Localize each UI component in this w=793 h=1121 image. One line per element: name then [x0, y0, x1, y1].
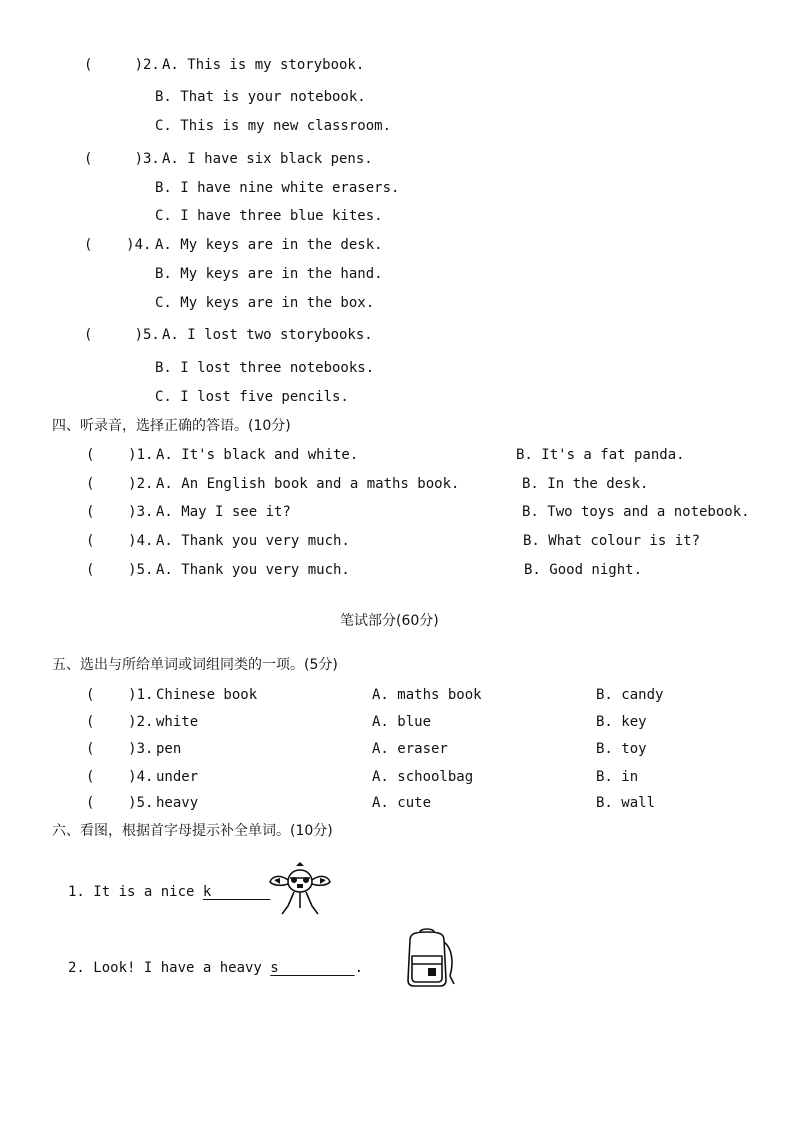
section-4-title: 四、听录音，选择正确的答语。(10分) [52, 418, 291, 434]
question-number: ( )3. [84, 151, 160, 167]
option-a: A. An English book and a maths book. [156, 476, 460, 492]
question-number: ( )4. [86, 769, 154, 785]
question-number: ( )2. [84, 57, 160, 73]
question-number: ( )2. [86, 714, 154, 730]
option-c: C. I have three blue kites. [155, 208, 383, 224]
option-b: B. I lost three notebooks. [155, 360, 375, 376]
option-b: B. It's a fat panda. [516, 447, 685, 463]
option-b: B. candy [596, 687, 664, 703]
question-number: ( )5. [86, 795, 154, 811]
option-a: A. blue [372, 714, 432, 730]
option-b: B. What colour is it? [523, 533, 701, 549]
given-word: white [156, 714, 199, 730]
option-b: B. key [596, 714, 647, 730]
option-a: A. I have six black pens. [162, 151, 373, 167]
question-number: ( )4. [84, 237, 152, 253]
option-c: C. My keys are in the box. [155, 295, 375, 311]
option-b: B. in [596, 769, 639, 785]
answer-blank: s [270, 960, 355, 976]
fill-question-2 [68, 959, 363, 977]
option-b: B. That is your notebook. [155, 89, 366, 105]
option-b: B. I have nine white erasers. [155, 180, 400, 196]
option-a: A. Thank you very much. [156, 562, 350, 578]
option-a: A. cute [372, 795, 432, 811]
option-b: B. wall [596, 795, 656, 811]
section-5-title: 五、选出与所给单词或词组同类的一项。(5分) [52, 657, 338, 673]
option-a: A. eraser [372, 741, 448, 757]
question-number: ( )4. [86, 533, 154, 549]
question-number: ( )5. [86, 562, 154, 578]
question-number: ( )3. [86, 741, 154, 757]
written-section-heading: 笔试部分(60分) [340, 613, 439, 629]
answer-blank: k [202, 884, 271, 900]
question-number: ( )2. [86, 476, 154, 492]
option-a: A. May I see it? [156, 504, 291, 520]
question-number: ( )5. [84, 327, 160, 343]
option-b: B. In the desk. [522, 476, 649, 492]
option-b: B. Two toys and a notebook. [522, 504, 750, 520]
option-a: A. schoolbag [372, 769, 474, 785]
schoolbag-image [400, 926, 458, 988]
sentence-text: 1. It is a nice [68, 884, 203, 900]
given-word: heavy [156, 795, 199, 811]
option-b: B. toy [596, 741, 647, 757]
option-a: A. maths book [372, 687, 482, 703]
option-b: B. My keys are in the hand. [155, 266, 383, 282]
sentence-end: . [354, 960, 364, 976]
option-a: A. My keys are in the desk. [155, 237, 383, 253]
option-a: A. It's black and white. [156, 447, 359, 463]
option-b: B. Good night. [524, 562, 643, 578]
kite-image [266, 862, 334, 920]
given-word: pen [156, 741, 182, 757]
section-6-title: 六、看图，根据首字母提示补全单词。(10分) [52, 823, 333, 839]
option-a: A. Thank you very much. [156, 533, 350, 549]
option-a: A. This is my storybook. [162, 57, 365, 73]
question-number: ( )3. [86, 504, 154, 520]
option-c: C. I lost five pencils. [155, 389, 349, 405]
option-a: A. I lost two storybooks. [162, 327, 373, 343]
option-c: C. This is my new classroom. [155, 118, 392, 134]
given-word: under [156, 769, 199, 785]
fill-question-1 [68, 883, 270, 901]
question-number: ( )1. [86, 447, 154, 463]
given-word: Chinese book [156, 687, 258, 703]
question-number: ( )1. [86, 687, 154, 703]
sentence-text: 2. Look! I have a heavy [68, 960, 271, 976]
